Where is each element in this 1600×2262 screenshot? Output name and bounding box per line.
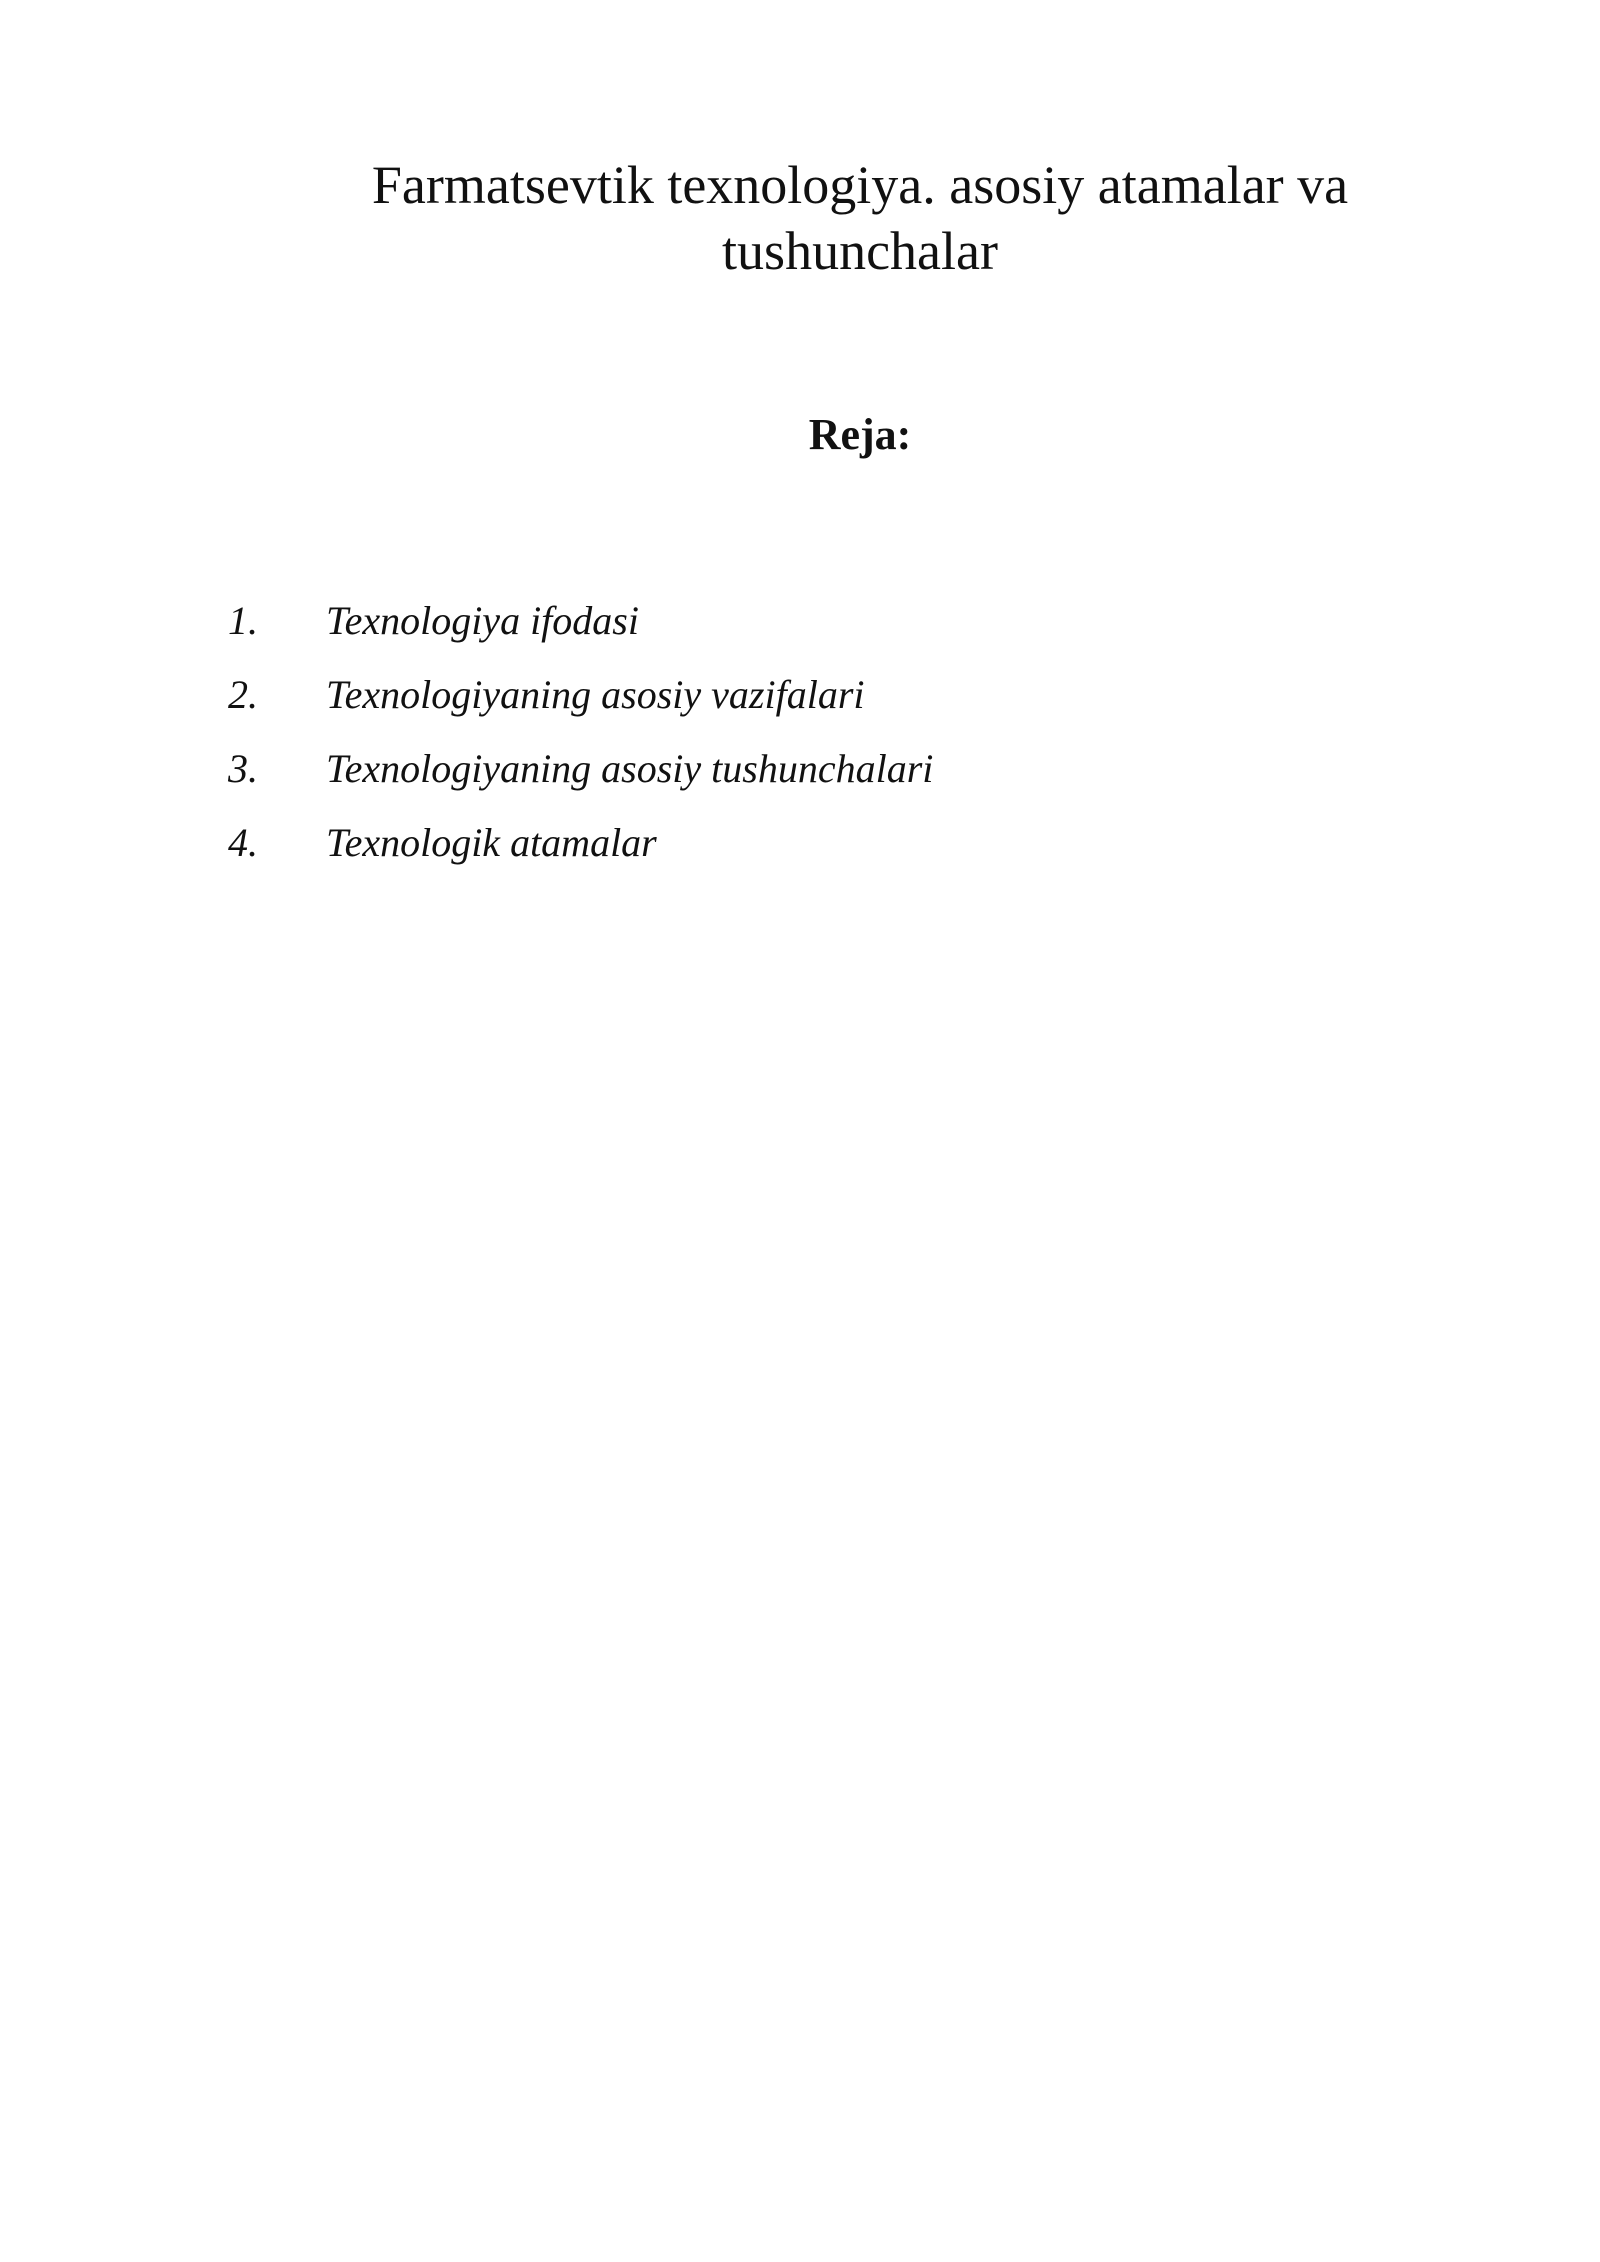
plan-heading: Reja: <box>808 410 912 459</box>
plan-item-4 <box>228 817 1428 891</box>
document-title: Farmatsevtik texnologiya. asosiy atamalar va tushunchalar <box>371 155 1349 281</box>
plan-list <box>228 595 1428 891</box>
plan-item-text: Texnologiya ifodasi <box>326 598 639 643</box>
plan-item-number: 1. <box>228 598 258 643</box>
plan-item-1 <box>228 595 1428 669</box>
plan-item-2 <box>228 669 1428 743</box>
plan-item-text: Texnologiyaning asosiy tushunchalari <box>326 746 934 791</box>
plan-item-3 <box>228 743 1428 817</box>
plan-item-number: 3. <box>228 746 258 791</box>
plan-item-text: Texnologiyaning asosiy vazifalari <box>326 672 865 717</box>
plan-item-number: 4. <box>228 820 258 865</box>
plan-item-text: Texnologik atamalar <box>326 820 657 865</box>
plan-item-number: 2. <box>228 672 258 717</box>
